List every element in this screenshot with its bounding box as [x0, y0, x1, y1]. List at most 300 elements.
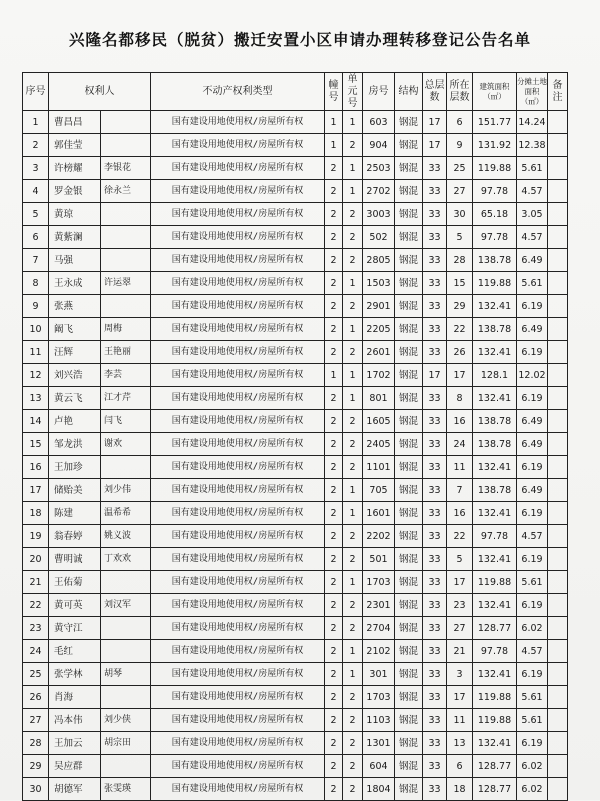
cell-area: 128.77 [473, 778, 517, 801]
cell-building: 1 [325, 364, 343, 387]
cell-seq: 15 [23, 433, 49, 456]
cell-co-holder: 谢欢 [101, 433, 151, 456]
cell-structure: 钢混 [395, 732, 423, 755]
cell-note [548, 594, 568, 617]
cell-note [548, 617, 568, 640]
cell-floor: 17 [447, 686, 473, 709]
cell-land-area: 6.49 [517, 479, 548, 502]
cell-total-floors: 33 [423, 525, 447, 548]
cell-holder: 张燕 [49, 295, 101, 318]
cell-land-area: 6.19 [517, 295, 548, 318]
cell-co-holder: 刘少伟 [101, 479, 151, 502]
cell-floor: 29 [447, 295, 473, 318]
cell-co-holder: 胡琴 [101, 663, 151, 686]
cell-building: 2 [325, 479, 343, 502]
table-header-row [23, 73, 568, 111]
cell-structure: 钢混 [395, 479, 423, 502]
cell-structure: 钢混 [395, 571, 423, 594]
cell-unit: 2 [343, 134, 363, 157]
cell-structure: 钢混 [395, 272, 423, 295]
cell-room: 2102 [363, 640, 395, 663]
cell-structure: 钢混 [395, 525, 423, 548]
cell-co-holder: 温希希 [101, 502, 151, 525]
cell-area: 138.78 [473, 433, 517, 456]
cell-unit: 2 [343, 341, 363, 364]
cell-room: 1703 [363, 686, 395, 709]
table-row [23, 732, 568, 755]
registration-table [22, 72, 568, 801]
cell-holder: 黄守江 [49, 617, 101, 640]
cell-unit: 2 [343, 709, 363, 732]
cell-floor: 22 [447, 318, 473, 341]
cell-floor: 17 [447, 571, 473, 594]
cell-right-type: 国有建设用地使用权/房屋所有权 [151, 410, 325, 433]
cell-seq: 29 [23, 755, 49, 778]
cell-holder: 黄琼 [49, 203, 101, 226]
cell-floor: 27 [447, 617, 473, 640]
cell-co-holder [101, 686, 151, 709]
cell-holder: 王永成 [49, 272, 101, 295]
cell-seq: 9 [23, 295, 49, 318]
cell-co-holder [101, 134, 151, 157]
cell-unit: 1 [343, 502, 363, 525]
cell-total-floors: 33 [423, 732, 447, 755]
cell-room: 1605 [363, 410, 395, 433]
cell-holder: 郭佳莹 [49, 134, 101, 157]
cell-room: 1804 [363, 778, 395, 801]
cell-co-holder [101, 203, 151, 226]
cell-structure: 钢混 [395, 617, 423, 640]
cell-land-area: 5.61 [517, 157, 548, 180]
cell-co-holder [101, 249, 151, 272]
cell-holder: 张学林 [49, 663, 101, 686]
table-body [23, 111, 568, 801]
cell-co-holder: 李银花 [101, 157, 151, 180]
table-row [23, 571, 568, 594]
cell-total-floors: 33 [423, 617, 447, 640]
cell-floor: 13 [447, 732, 473, 755]
cell-total-floors: 33 [423, 226, 447, 249]
cell-building: 1 [325, 111, 343, 134]
cell-total-floors: 33 [423, 318, 447, 341]
cell-co-holder [101, 617, 151, 640]
cell-seq: 4 [23, 180, 49, 203]
table-row [23, 203, 568, 226]
cell-seq: 18 [23, 502, 49, 525]
cell-building: 2 [325, 272, 343, 295]
cell-building: 2 [325, 594, 343, 617]
cell-land-area: 5.61 [517, 709, 548, 732]
cell-building: 2 [325, 548, 343, 571]
cell-floor: 17 [447, 364, 473, 387]
cell-building: 2 [325, 157, 343, 180]
header-room: 房号 [363, 73, 395, 111]
table-row [23, 272, 568, 295]
cell-co-holder: 闫飞 [101, 410, 151, 433]
cell-land-area: 6.19 [517, 594, 548, 617]
cell-seq: 8 [23, 272, 49, 295]
cell-floor: 11 [447, 709, 473, 732]
cell-co-holder: 刘少侠 [101, 709, 151, 732]
cell-holder: 冯本伟 [49, 709, 101, 732]
cell-area: 132.41 [473, 502, 517, 525]
cell-floor: 22 [447, 525, 473, 548]
cell-note [548, 709, 568, 732]
cell-right-type: 国有建设用地使用权/房屋所有权 [151, 180, 325, 203]
cell-building: 2 [325, 295, 343, 318]
cell-right-type: 国有建设用地使用权/房屋所有权 [151, 663, 325, 686]
cell-holder: 阚飞 [49, 318, 101, 341]
cell-unit: 2 [343, 433, 363, 456]
cell-land-area: 6.49 [517, 249, 548, 272]
cell-note [548, 502, 568, 525]
cell-building: 2 [325, 249, 343, 272]
cell-note [548, 203, 568, 226]
cell-note [548, 341, 568, 364]
cell-note [548, 571, 568, 594]
cell-land-area: 6.19 [517, 387, 548, 410]
cell-co-holder [101, 111, 151, 134]
cell-land-area: 6.19 [517, 341, 548, 364]
cell-room: 2901 [363, 295, 395, 318]
cell-area: 97.78 [473, 180, 517, 203]
cell-co-holder: 姚义波 [101, 525, 151, 548]
cell-seq: 7 [23, 249, 49, 272]
cell-unit: 1 [343, 640, 363, 663]
cell-structure: 钢混 [395, 203, 423, 226]
cell-floor: 26 [447, 341, 473, 364]
cell-total-floors: 33 [423, 755, 447, 778]
cell-note [548, 180, 568, 203]
cell-note [548, 318, 568, 341]
cell-right-type: 国有建设用地使用权/房屋所有权 [151, 341, 325, 364]
cell-unit: 1 [343, 364, 363, 387]
cell-total-floors: 33 [423, 387, 447, 410]
cell-land-area: 5.61 [517, 272, 548, 295]
cell-seq: 25 [23, 663, 49, 686]
cell-seq: 17 [23, 479, 49, 502]
cell-room: 603 [363, 111, 395, 134]
cell-right-type: 国有建设用地使用权/房屋所有权 [151, 134, 325, 157]
cell-total-floors: 17 [423, 364, 447, 387]
cell-land-area: 14.24 [517, 111, 548, 134]
cell-land-area: 5.61 [517, 571, 548, 594]
cell-holder: 邹龙洪 [49, 433, 101, 456]
cell-total-floors: 33 [423, 341, 447, 364]
cell-floor: 6 [447, 111, 473, 134]
table-row [23, 433, 568, 456]
cell-note [548, 433, 568, 456]
cell-holder: 肖海 [49, 686, 101, 709]
cell-floor: 16 [447, 502, 473, 525]
cell-floor: 15 [447, 272, 473, 295]
cell-note [548, 272, 568, 295]
cell-land-area: 12.02 [517, 364, 548, 387]
cell-holder: 黄紫澜 [49, 226, 101, 249]
cell-building: 2 [325, 571, 343, 594]
cell-structure: 钢混 [395, 111, 423, 134]
cell-structure: 钢混 [395, 663, 423, 686]
cell-total-floors: 33 [423, 456, 447, 479]
cell-room: 2301 [363, 594, 395, 617]
cell-room: 2405 [363, 433, 395, 456]
cell-holder: 吴应群 [49, 755, 101, 778]
cell-holder: 许榜耀 [49, 157, 101, 180]
cell-seq: 26 [23, 686, 49, 709]
cell-seq: 22 [23, 594, 49, 617]
cell-holder: 王加云 [49, 732, 101, 755]
cell-right-type: 国有建设用地使用权/房屋所有权 [151, 157, 325, 180]
cell-structure: 钢混 [395, 433, 423, 456]
cell-unit: 1 [343, 571, 363, 594]
cell-total-floors: 33 [423, 502, 447, 525]
cell-seq: 16 [23, 456, 49, 479]
cell-room: 501 [363, 548, 395, 571]
cell-holder: 王加珍 [49, 456, 101, 479]
cell-total-floors: 33 [423, 479, 447, 502]
cell-area: 138.78 [473, 249, 517, 272]
cell-total-floors: 17 [423, 111, 447, 134]
cell-area: 132.41 [473, 732, 517, 755]
cell-unit: 1 [343, 180, 363, 203]
cell-holder: 王佑菊 [49, 571, 101, 594]
cell-structure: 钢混 [395, 548, 423, 571]
cell-area: 132.41 [473, 548, 517, 571]
cell-co-holder: 周梅 [101, 318, 151, 341]
cell-area: 97.78 [473, 640, 517, 663]
table-row [23, 341, 568, 364]
cell-right-type: 国有建设用地使用权/房屋所有权 [151, 732, 325, 755]
cell-building: 2 [325, 318, 343, 341]
cell-total-floors: 33 [423, 272, 447, 295]
cell-area: 97.78 [473, 525, 517, 548]
cell-structure: 钢混 [395, 640, 423, 663]
cell-land-area: 6.49 [517, 433, 548, 456]
cell-room: 604 [363, 755, 395, 778]
cell-right-type: 国有建设用地使用权/房屋所有权 [151, 686, 325, 709]
cell-right-type: 国有建设用地使用权/房屋所有权 [151, 203, 325, 226]
cell-structure: 钢混 [395, 778, 423, 801]
cell-unit: 2 [343, 548, 363, 571]
cell-floor: 8 [447, 387, 473, 410]
cell-area: 132.41 [473, 295, 517, 318]
table-row [23, 663, 568, 686]
table-row [23, 548, 568, 571]
cell-note [548, 295, 568, 318]
cell-area: 138.78 [473, 479, 517, 502]
cell-structure: 钢混 [395, 134, 423, 157]
cell-total-floors: 33 [423, 180, 447, 203]
cell-room: 1101 [363, 456, 395, 479]
cell-total-floors: 33 [423, 571, 447, 594]
cell-total-floors: 33 [423, 203, 447, 226]
cell-right-type: 国有建设用地使用权/房屋所有权 [151, 548, 325, 571]
table-row [23, 295, 568, 318]
cell-floor: 28 [447, 249, 473, 272]
cell-area: 128.77 [473, 617, 517, 640]
cell-holder: 胡德军 [49, 778, 101, 801]
cell-total-floors: 33 [423, 433, 447, 456]
cell-seq: 13 [23, 387, 49, 410]
cell-holder: 马强 [49, 249, 101, 272]
cell-note [548, 778, 568, 801]
cell-land-area: 6.02 [517, 778, 548, 801]
header-land-area: 分摊土地面积（㎡） [517, 73, 548, 111]
table-row [23, 617, 568, 640]
cell-total-floors: 33 [423, 640, 447, 663]
cell-area: 128.77 [473, 755, 517, 778]
cell-co-holder: 胡宗田 [101, 732, 151, 755]
cell-total-floors: 33 [423, 778, 447, 801]
header-unit: 单元号 [343, 73, 363, 111]
cell-holder: 罗金银 [49, 180, 101, 203]
table-row [23, 594, 568, 617]
cell-room: 1301 [363, 732, 395, 755]
cell-total-floors: 33 [423, 249, 447, 272]
cell-co-holder: 丁欢欢 [101, 548, 151, 571]
cell-floor: 25 [447, 157, 473, 180]
table-row [23, 502, 568, 525]
cell-land-area: 3.05 [517, 203, 548, 226]
cell-right-type: 国有建设用地使用权/房屋所有权 [151, 456, 325, 479]
header-note: 备注 [548, 73, 568, 111]
cell-floor: 23 [447, 594, 473, 617]
cell-room: 1601 [363, 502, 395, 525]
cell-seq: 11 [23, 341, 49, 364]
cell-structure: 钢混 [395, 456, 423, 479]
cell-room: 2202 [363, 525, 395, 548]
document-title: 兴隆名都移民（脱贫）搬迁安置小区申请办理转移登记公告名单 [68, 31, 531, 49]
cell-building: 2 [325, 617, 343, 640]
cell-unit: 1 [343, 387, 363, 410]
cell-floor: 11 [447, 456, 473, 479]
cell-note [548, 732, 568, 755]
cell-unit: 2 [343, 778, 363, 801]
cell-total-floors: 33 [423, 157, 447, 180]
cell-building: 2 [325, 732, 343, 755]
cell-seq: 12 [23, 364, 49, 387]
cell-holder: 毛红 [49, 640, 101, 663]
table-row [23, 134, 568, 157]
cell-building: 1 [325, 134, 343, 157]
cell-note [548, 663, 568, 686]
cell-right-type: 国有建设用地使用权/房屋所有权 [151, 272, 325, 295]
cell-note [548, 479, 568, 502]
cell-note [548, 525, 568, 548]
table-row [23, 525, 568, 548]
cell-room: 301 [363, 663, 395, 686]
cell-note [548, 410, 568, 433]
cell-structure: 钢混 [395, 755, 423, 778]
cell-right-type: 国有建设用地使用权/房屋所有权 [151, 594, 325, 617]
cell-land-area: 6.19 [517, 456, 548, 479]
cell-floor: 18 [447, 778, 473, 801]
cell-seq: 10 [23, 318, 49, 341]
cell-structure: 钢混 [395, 295, 423, 318]
cell-note [548, 249, 568, 272]
table-row [23, 387, 568, 410]
cell-co-holder: 李芸 [101, 364, 151, 387]
cell-note [548, 364, 568, 387]
cell-seq: 27 [23, 709, 49, 732]
table-row [23, 318, 568, 341]
cell-holder: 曹明诚 [49, 548, 101, 571]
table-row [23, 479, 568, 502]
cell-right-type: 国有建设用地使用权/房屋所有权 [151, 249, 325, 272]
cell-area: 131.92 [473, 134, 517, 157]
cell-land-area: 6.19 [517, 548, 548, 571]
header-structure: 结构 [395, 73, 423, 111]
cell-unit: 2 [343, 732, 363, 755]
cell-structure: 钢混 [395, 249, 423, 272]
cell-note [548, 226, 568, 249]
cell-unit: 1 [343, 663, 363, 686]
cell-total-floors: 33 [423, 686, 447, 709]
cell-room: 1702 [363, 364, 395, 387]
cell-co-holder [101, 226, 151, 249]
cell-area: 119.88 [473, 272, 517, 295]
cell-seq: 6 [23, 226, 49, 249]
cell-unit: 1 [343, 479, 363, 502]
cell-total-floors: 33 [423, 548, 447, 571]
cell-right-type: 国有建设用地使用权/房屋所有权 [151, 755, 325, 778]
cell-area: 138.78 [473, 410, 517, 433]
cell-structure: 钢混 [395, 502, 423, 525]
cell-unit: 2 [343, 249, 363, 272]
cell-seq: 28 [23, 732, 49, 755]
cell-right-type: 国有建设用地使用权/房屋所有权 [151, 433, 325, 456]
table-row [23, 686, 568, 709]
cell-right-type: 国有建设用地使用权/房屋所有权 [151, 364, 325, 387]
cell-area: 97.78 [473, 226, 517, 249]
cell-room: 2205 [363, 318, 395, 341]
cell-land-area: 6.02 [517, 755, 548, 778]
cell-building: 2 [325, 226, 343, 249]
cell-room: 904 [363, 134, 395, 157]
cell-seq: 14 [23, 410, 49, 433]
cell-floor: 5 [447, 226, 473, 249]
cell-building: 2 [325, 640, 343, 663]
cell-holder: 曹昌昌 [49, 111, 101, 134]
cell-seq: 2 [23, 134, 49, 157]
cell-structure: 钢混 [395, 226, 423, 249]
cell-room: 1103 [363, 709, 395, 732]
table-row [23, 249, 568, 272]
cell-room: 2805 [363, 249, 395, 272]
cell-building: 2 [325, 686, 343, 709]
header-total-floors: 总层数 [423, 73, 447, 111]
cell-land-area: 4.57 [517, 525, 548, 548]
cell-note [548, 134, 568, 157]
cell-unit: 2 [343, 755, 363, 778]
cell-total-floors: 33 [423, 410, 447, 433]
cell-seq: 1 [23, 111, 49, 134]
cell-note [548, 548, 568, 571]
cell-floor: 21 [447, 640, 473, 663]
cell-right-type: 国有建设用地使用权/房屋所有权 [151, 479, 325, 502]
cell-total-floors: 33 [423, 663, 447, 686]
cell-land-area: 12.38 [517, 134, 548, 157]
cell-room: 1503 [363, 272, 395, 295]
cell-co-holder [101, 456, 151, 479]
table-row [23, 778, 568, 801]
cell-note [548, 111, 568, 134]
cell-structure: 钢混 [395, 686, 423, 709]
cell-area: 119.88 [473, 571, 517, 594]
cell-note [548, 157, 568, 180]
cell-building: 2 [325, 709, 343, 732]
cell-room: 2601 [363, 341, 395, 364]
